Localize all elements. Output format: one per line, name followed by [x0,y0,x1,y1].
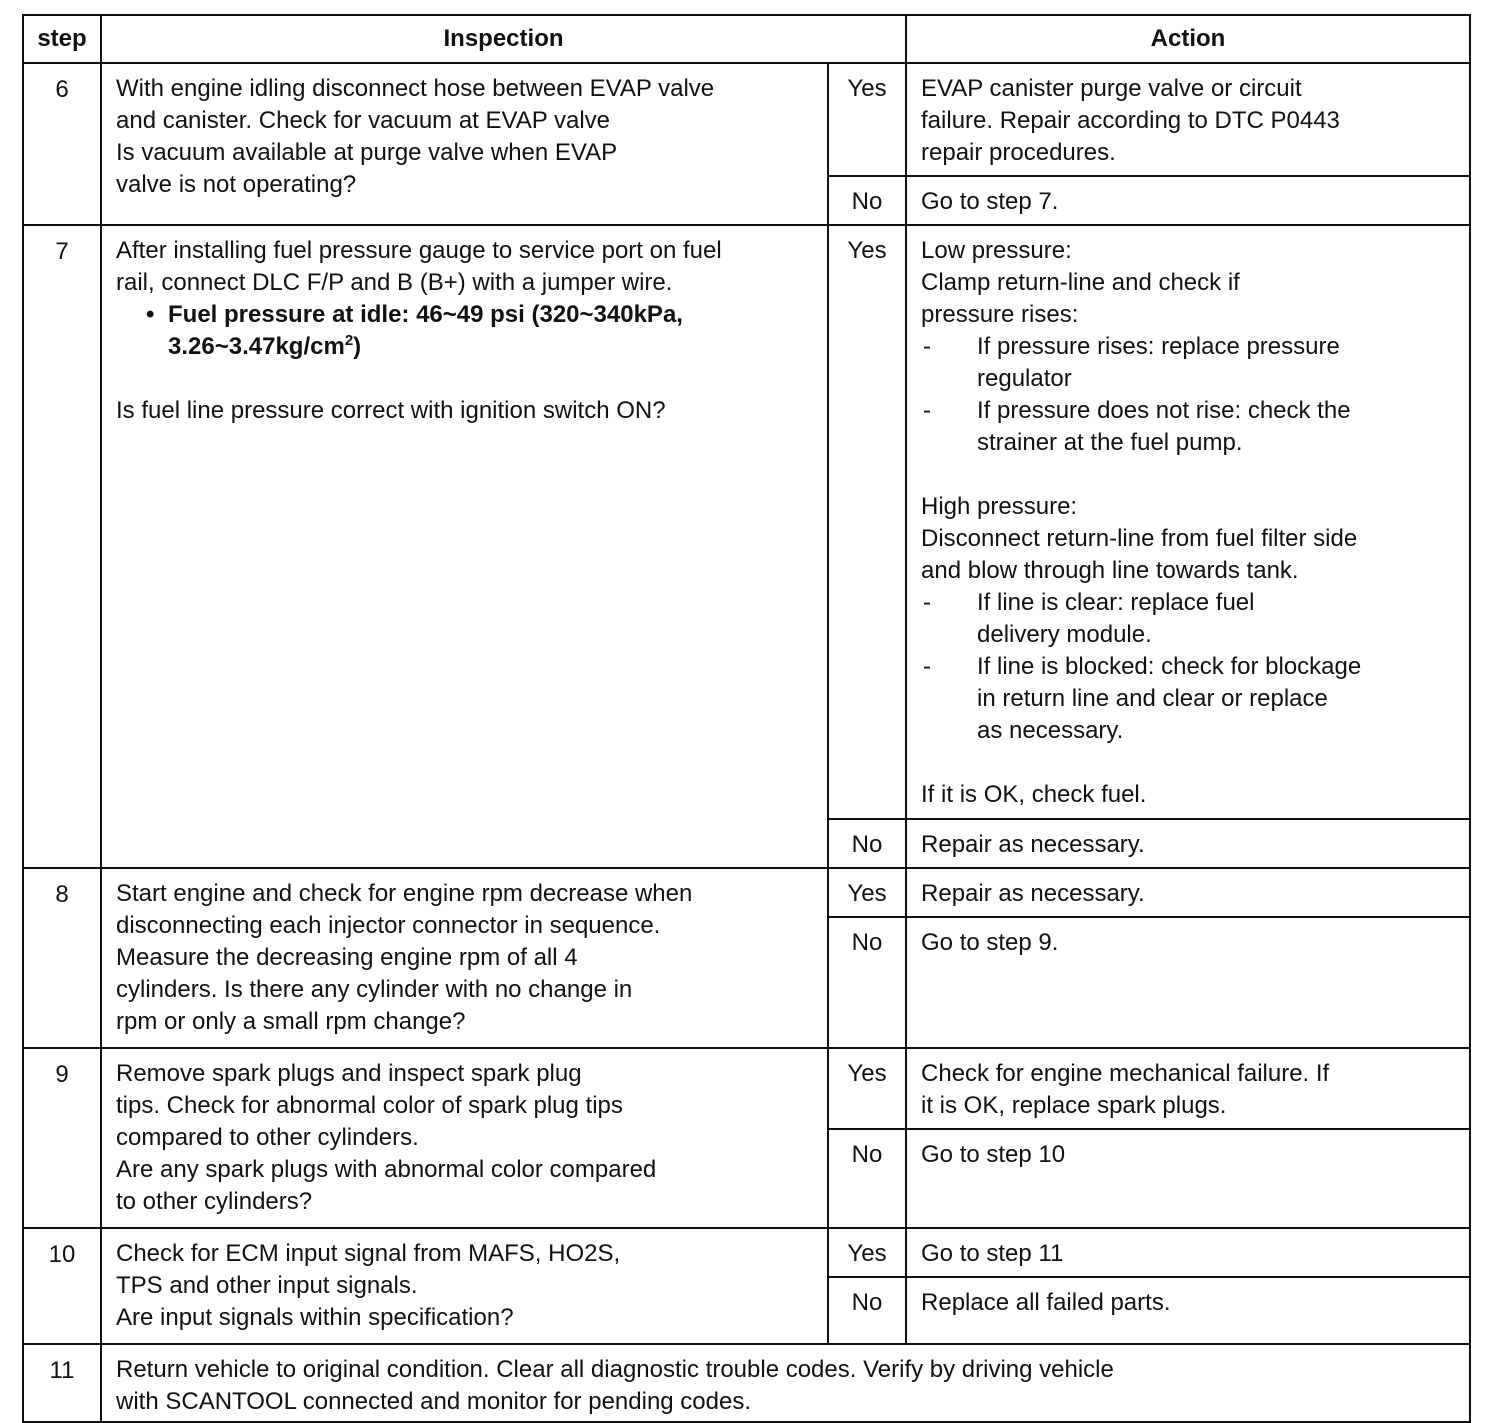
inspection-line: Check for ECM input signal from MAFS, HO2S, [116,1240,621,1267]
no-label: No [828,1129,906,1228]
spec-line-1: Fuel pressure at idle: 46~49 psi (320~340kPa, [168,301,683,328]
step-6-no-action [906,176,1470,225]
spec-line-2 [144,331,813,363]
item-line: in return line and clear or replace [977,685,1328,712]
step-8-inspection [101,868,828,1048]
yes-label: Yes [828,868,906,917]
inspection-line: rail, connect DLC F/P and B (B+) with a jumper wire. [116,269,673,296]
inspection-line: and canister. Check for vacuum at EVAP valve [116,107,611,134]
high-pressure-item [921,651,1455,747]
action-line: Go to step 9. [921,929,1059,956]
inspection-line: tips. Check for abnormal color of spark plug tips [116,1092,623,1119]
yes-label: Yes [828,1228,906,1277]
action-line: EVAP canister purge valve or circuit [921,75,1302,102]
step-9-no-action [906,1129,1470,1228]
inspection-line: cylinders. Is there any cylinder with no change in [116,976,633,1003]
item-line: as necessary. [977,717,1124,744]
dash-marker: - [923,653,932,680]
item-line: delivery module. [977,621,1152,648]
step-8-yes-action [906,868,1470,917]
item-line: If pressure rises: replace pressure [977,333,1340,360]
step-11-row [23,1344,1470,1422]
step-8-no-action [906,917,1470,1048]
instruction-line: Return vehicle to original condition. Clear all diagnostic trouble codes. Verify by driving vehicle [116,1356,1114,1383]
step-8-yes-row [23,868,1470,917]
inspection-line: Are any spark plugs with abnormal color compared [116,1156,657,1183]
inspection-line: Start engine and check for engine rpm decrease when [116,880,693,907]
bullet-icon: • [146,301,155,328]
inspection-line: With engine idling disconnect hose between EVAP valve [116,75,715,102]
step-9-yes-row [23,1048,1470,1129]
action-line: Replace all failed parts. [921,1289,1171,1316]
inspection-line: Measure the decreasing engine rpm of all 4 [116,944,578,971]
no-label: No [828,819,906,868]
action-line: Check for engine mechanical failure. If [921,1060,1330,1087]
action-line: Repair as necessary. [921,831,1145,858]
step-number: 9 [23,1048,101,1228]
item-line: If line is blocked: check for blockage [977,653,1362,680]
inspection-question: Is fuel line pressure correct with ignition switch ON? [116,397,666,424]
step-7-yes-row [23,225,1470,819]
dash-marker: - [923,333,932,360]
step-6-yes-row [23,63,1470,176]
action-line: Clamp return-line and check if [921,269,1240,296]
inspection-line: compared to other cylinders. [116,1124,419,1151]
step-10-yes-action [906,1228,1470,1277]
yes-label: Yes [828,225,906,819]
action-line: and blow through line towards tank. [921,557,1299,584]
instruction-line: with SCANTOOL connected and monitor for pending codes. [116,1388,752,1415]
action-line: Disconnect return-line from fuel filter side [921,525,1358,552]
inspection-line: Remove spark plugs and inspect spark plug [116,1060,582,1087]
inspection-line: rpm or only a small rpm change? [116,1008,466,1035]
action-line: Go to step 7. [921,188,1059,215]
step-7-no-action [906,819,1470,868]
dash-marker: - [923,397,932,424]
inspection-line: valve is not operating? [116,171,357,198]
header-inspection: Inspection [101,15,906,63]
step-number: 10 [23,1228,101,1344]
no-label: No [828,1277,906,1344]
inspection-line: to other cylinders? [116,1188,313,1215]
step-7-yes-action [906,225,1470,819]
step-number: 8 [23,868,101,1048]
item-line: strainer at the fuel pump. [977,429,1243,456]
high-pressure-title: High pressure: [921,493,1078,520]
fuel-pressure-spec [116,299,813,363]
step-10-inspection [101,1228,828,1344]
inspection-line: After installing fuel pressure gauge to service port on fuel [116,237,722,264]
action-line: Repair as necessary. [921,880,1145,907]
action-line: it is OK, replace spark plugs. [921,1092,1227,1119]
item-line: regulator [977,365,1072,392]
yes-label: Yes [828,63,906,176]
step-number: 7 [23,225,101,868]
header-row [23,15,1470,63]
action-line: pressure rises: [921,301,1079,328]
action-line: failure. Repair according to DTC P0443 [921,107,1340,134]
ok-check-line: If it is OK, check fuel. [921,781,1147,808]
step-6-inspection [101,63,828,225]
step-9-yes-action [906,1048,1470,1129]
no-label: No [828,917,906,1048]
item-line: If pressure does not rise: check the [977,397,1351,424]
inspection-line: Is vacuum available at purge valve when EVAP [116,139,618,166]
spec-superscript: 2 [344,332,354,349]
inspection-line: Are input signals within specification? [116,1304,514,1331]
action-line: repair procedures. [921,139,1116,166]
low-pressure-item [921,395,1455,459]
step-7-inspection [101,225,828,868]
step-10-no-action [906,1277,1470,1344]
low-pressure-title: Low pressure: [921,237,1072,264]
item-line: If line is clear: replace fuel [977,589,1255,616]
inspection-line: TPS and other input signals. [116,1272,418,1299]
low-pressure-item [921,331,1455,395]
step-9-inspection [101,1048,828,1228]
inspection-line: disconnecting each injector connector in sequence. [116,912,661,939]
step-number: 6 [23,63,101,225]
spec-close: ) [353,333,362,360]
header-step: step [23,15,101,63]
step-6-yes-action [906,63,1470,176]
spec-value: 3.26~3.47kg/cm [168,333,345,360]
header-action: Action [906,15,1470,63]
diagnostic-procedure-sheet [22,14,1469,1423]
diagnostic-table [22,14,1471,1423]
no-label: No [828,176,906,225]
yes-label: Yes [828,1048,906,1129]
step-number: 11 [23,1344,101,1422]
step-11-instructions [101,1344,1470,1422]
step-10-yes-row [23,1228,1470,1277]
dash-marker: - [923,589,932,616]
action-line: Go to step 10 [921,1141,1066,1168]
action-line: Go to step 11 [921,1240,1064,1267]
high-pressure-item [921,587,1455,651]
